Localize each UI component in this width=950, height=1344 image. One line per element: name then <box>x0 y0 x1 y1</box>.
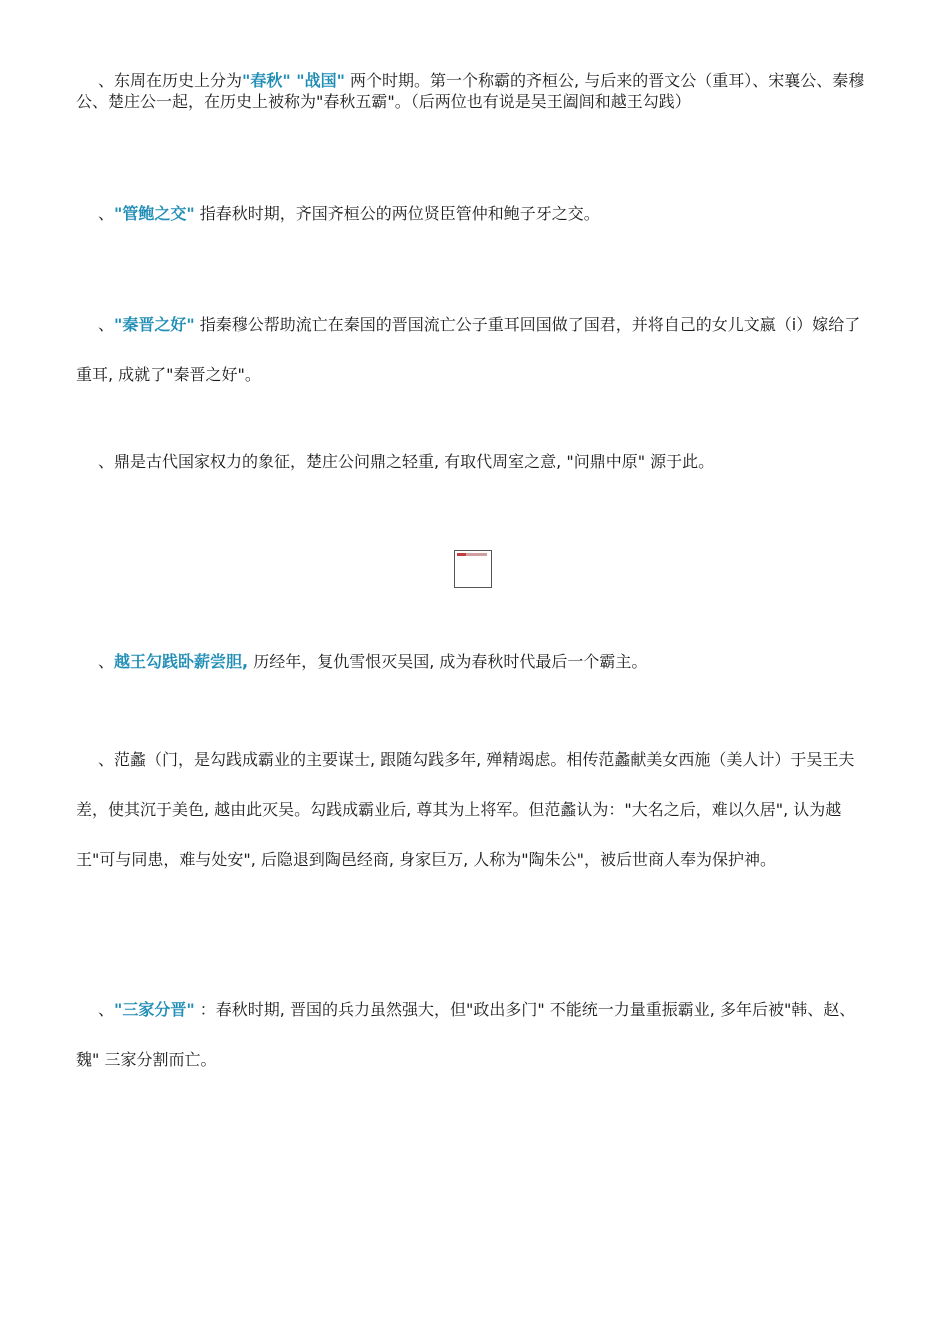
paragraph-ding-symbol <box>76 450 876 474</box>
highlighted-term: "春秋" "战国" <box>242 71 345 90</box>
paragraph-text: ：春秋时期, 晋国的兵力虽然强大，但"政出多门" 不能统一力量重振霸业, 多年后被"韩、赵、魏" 三家分割而亡。 <box>76 1000 856 1069</box>
paragraph-text: 两个时期。第一个称霸的齐桓公, 与后来的晋文公（重耳）、宋襄公、秦穆公、楚庄公一起，在历史上被称为"春秋五霸"。（后两位也有说是吴王阖闾和越王勾践） <box>76 71 865 111</box>
paragraph-text: 、 <box>98 204 115 223</box>
paragraph-text: 、范蠡（门，是勾践成霸业的主要谋士, 跟随勾践多年, 殚精竭虑。相传范蠡献美女西施（美人计）于吴王夫差，使其沉于美色, 越由此灭吴。勾践成霸业后, 尊其为上将军。但范蠡认为："大名之后，难以久居", 认为越王"可与同患，难与处安", 后隐退到陶邑经商, 身家巨万, 人称为"陶朱公"，被后世商人奉为保护神。 <box>76 750 855 869</box>
paragraph-text: 、东周在历史上分为 <box>98 71 243 90</box>
paragraph-text: 、鼎是古代国家权力的象征，楚庄公问鼎之轻重, 有取代周室之意, "问鼎中原" 源于此。 <box>98 452 715 471</box>
paragraph-spring-autumn-periods <box>76 70 876 112</box>
highlighted-term: 越王勾践卧薪尝胆, <box>114 652 249 671</box>
highlighted-term: "管鲍之交" <box>114 204 195 223</box>
paragraph-text: 历经年，复仇雪恨灭吴国, 成为春秋时代最后一个霸主。 <box>248 652 648 671</box>
paragraph-text: 、 <box>98 315 115 334</box>
paragraph-text: 、 <box>98 652 115 671</box>
paragraph-text: 指秦穆公帮助流亡在秦国的晋国流亡公子重耳回国做了国君，并将自己的女儿文嬴（i）嫁给了重耳, 成就了"秦晋之好"。 <box>76 315 861 384</box>
paragraph-guan-bao-friendship <box>76 202 876 226</box>
paragraph-text: 指春秋时期，齐国齐桓公的两位贤臣管仲和鲍子牙之交。 <box>194 204 600 223</box>
paragraph-fan-li <box>76 735 876 885</box>
thumbnail-header-bar <box>457 553 487 556</box>
highlighted-term: "秦晋之好" <box>114 315 195 334</box>
paragraph-goujian-revenge <box>76 650 876 674</box>
paragraph-qin-jin-alliance <box>76 300 876 400</box>
paragraph-partition-of-jin <box>76 985 876 1085</box>
embedded-image-thumbnail <box>454 550 492 588</box>
highlighted-term: "三家分晋" <box>114 1000 195 1019</box>
paragraph-text: 、 <box>98 1000 115 1019</box>
